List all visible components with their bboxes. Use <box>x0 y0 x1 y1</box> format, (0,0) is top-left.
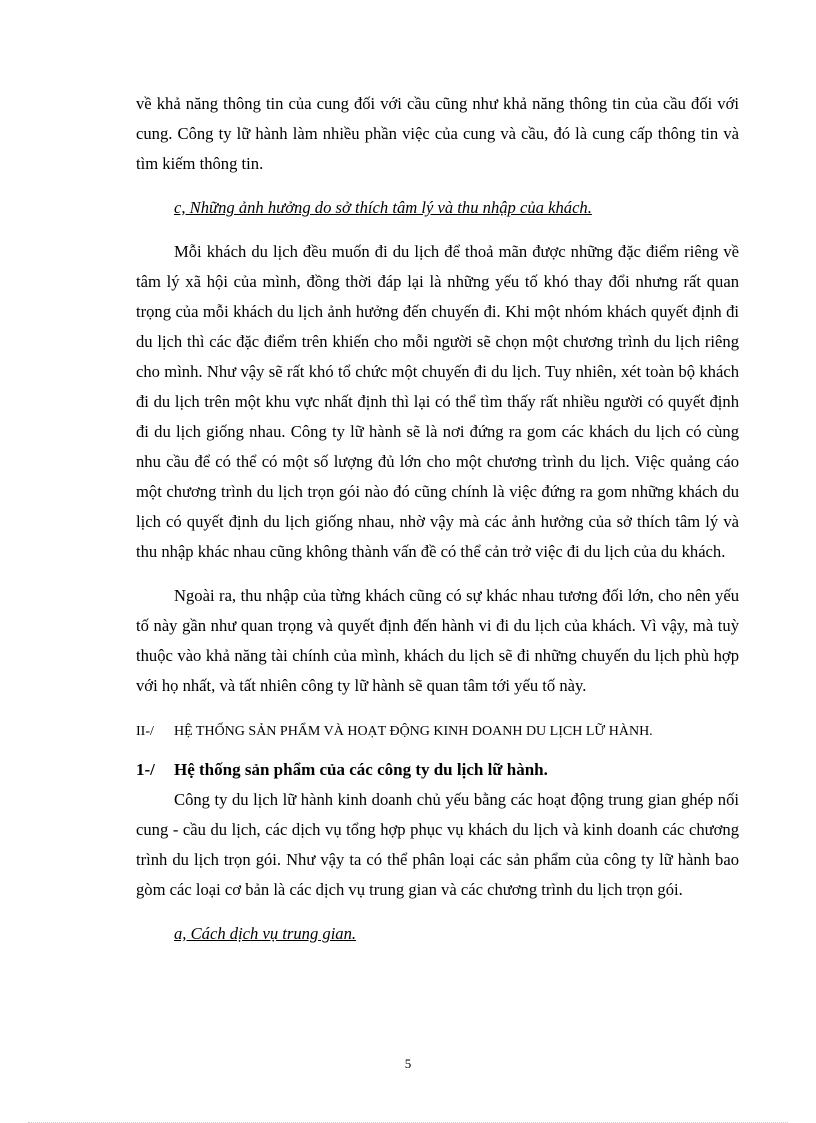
subsection-number: 1-/ <box>136 760 155 779</box>
paragraph-4: Công ty du lịch lữ hành kinh doanh chủ yếu bằng các hoạt động trung gian ghép nối cung - cầu du lịch, các dịch vụ tổng hợp phục vụ khách du lịch và kinh doanh các chương trình du lịch trọn gói. Như vậy ta có thể phân loại các sản phẩm của công ty lữ hành bao gòm các loại cơ bản là các dịch vụ trung gian và các chương trình du lịch trọn gói. <box>136 790 739 899</box>
spacer <box>136 745 739 755</box>
paragraph-2: Mỗi khách du lịch đều muốn đi du lịch để thoả mãn được những đặc điểm riêng về tâm lý xã hội của mình, đồng thời đáp lại là những yếu tố khó thay đổi nhưng rất quan trọng của mỗi khách du lịch ảnh hưởng đến chuyến đi. Khi một nhóm khách quyết định đi du lịch thì các đặc điểm trên khiến cho mỗi người sẽ chọn một chương trình du lịch riêng cho mình. Như vậy sẽ rất khó tổ chức một chuyến đi du lịch. Tuy nhiên, xét toàn bộ khách đi du lịch trên một khu vực nhất định thì lại có thể tìm thấy rất nhiều người có quyết định đi du lịch giống nhau. Công ty lữ hành sẽ là nơi đứng ra gom các khách du lịch có cùng nhu cầu để có thể có một số lượng đủ lớn cho một chương trình du lịch. Việc quảng cáo một chương trình du lịch trọn gói nào đó cũng chính là việc đứng ra gom những khách du lịch có quyết định du lịch giống nhau, nhờ vậy mà các ảnh hưởng của sở thích tâm lý và thu nhập khác nhau cũng không thành vấn đề có thể cản trở việc đi du lịch của du khách. <box>136 242 739 561</box>
spacer <box>136 567 739 581</box>
section-title: HỆ THỐNG SẢN PHẨM VÀ HOẠT ĐỘNG KINH DOANH DU LỊCH LỮ HÀNH. <box>174 724 653 739</box>
section-number: II-/ <box>136 724 154 739</box>
page-number: 5 <box>404 1056 412 1071</box>
subheading-a: a, Cách dịch vụ trung gian. <box>174 924 357 943</box>
spacer <box>136 179 739 193</box>
subsection-heading-2-1 <box>136 755 739 785</box>
spacer <box>136 905 739 919</box>
section-heading-2 <box>136 719 739 745</box>
subsection-title: Hệ thống sản phẩm của các công ty du lịch lữ hành. <box>174 760 548 779</box>
paragraph-1: về khả năng thông tin của cung đối với cầu cũng như khả năng thông tin của cầu đối với cung. Công ty lữ hành làm nhiều phần việc của cung và cầu, đó là cung cấp thông tin và tìm kiếm thông tin. <box>136 94 739 173</box>
subheading-c: c, Những ảnh hưởng do sở thích tâm lý và thu nhập của khách. <box>174 198 592 217</box>
paragraph-3: Ngoài ra, thu nhập của từng khách cũng có sự khác nhau tương đối lớn, cho nên yếu tố này gần như quan trọng và quyết định đến hành vi đi du lịch của khách. Vì vậy, mà tuỳ thuộc vào khả năng tài chính của mình, khách du lịch sẽ đi những chuyến du lịch phù hợp với họ nhất, và tất nhiên công ty lữ hành sẽ quan tâm tới yếu tố này. <box>136 586 739 695</box>
spacer <box>136 701 739 719</box>
spacer <box>136 223 739 237</box>
page-body <box>136 89 739 949</box>
